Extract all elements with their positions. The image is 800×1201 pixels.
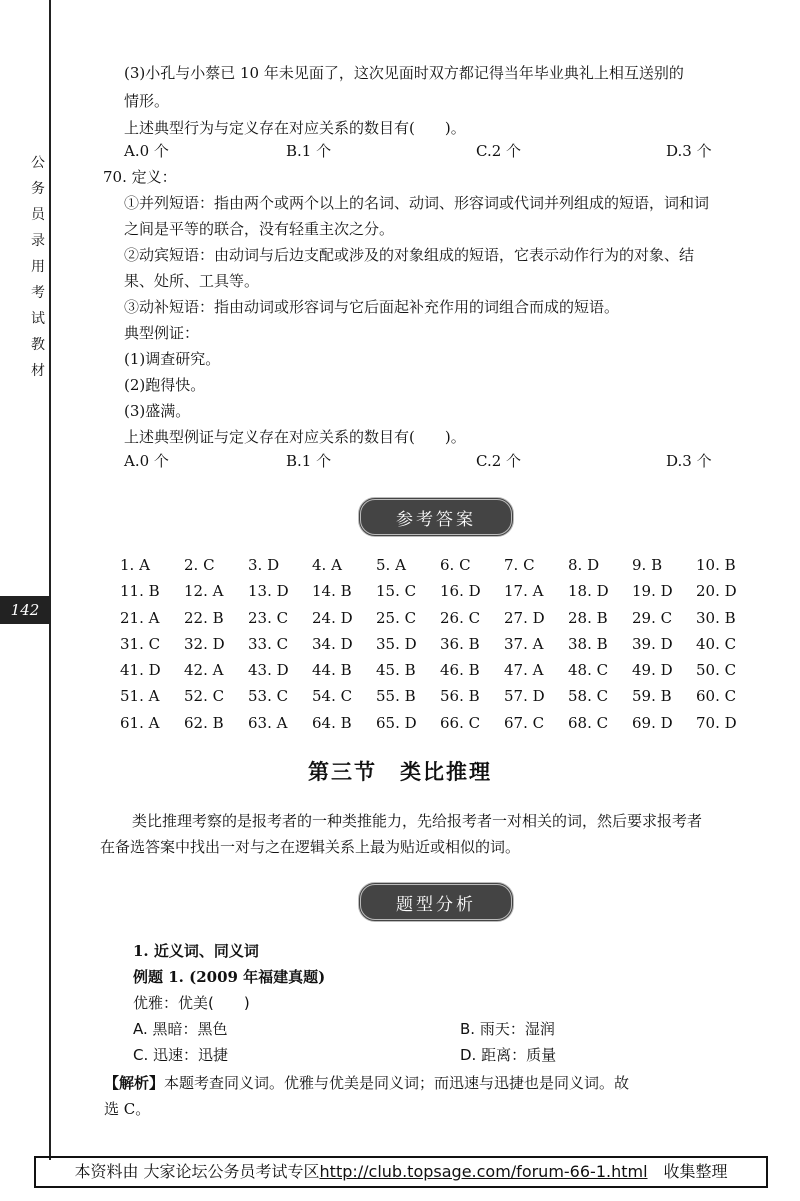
answer-item: 23. C bbox=[248, 608, 289, 627]
answer-item: 37. A bbox=[504, 634, 544, 653]
analysis-text: 本题考查同义词。优雅与优美是同义词；而迅速与迅捷也是同义词。故 bbox=[164, 1074, 630, 1092]
answer-item: 2. C bbox=[184, 556, 215, 574]
q69-option-c: C.2 个 bbox=[476, 142, 522, 160]
section-intro-line1: 类比推理考察的是报考者的一种类推能力，先给报考者一对相关的词，然后要求报考者 bbox=[132, 812, 703, 830]
q70-label: 70. 定义： bbox=[103, 168, 177, 186]
topic1-example-label: 例题 1. (2009 年福建真题) bbox=[133, 968, 326, 986]
answer-item: 55. B bbox=[376, 687, 416, 706]
answer-item: 14. B bbox=[312, 582, 352, 601]
answer-item: 22. B bbox=[184, 608, 224, 627]
answer-item: 45. B bbox=[376, 661, 416, 680]
answer-item: 48. C bbox=[568, 661, 609, 680]
answer-item: 64. B bbox=[312, 713, 352, 732]
q70-examples-label: 典型例证： bbox=[124, 324, 200, 342]
answer-grid bbox=[120, 552, 760, 736]
answer-item: 35. D bbox=[376, 634, 417, 653]
topic1-option-b: B. 雨天：湿润 bbox=[460, 1020, 555, 1038]
answer-item: 15. C bbox=[376, 582, 417, 601]
q69-option-a: A.0 个 bbox=[124, 142, 169, 160]
answer-item: 51. A bbox=[120, 687, 160, 706]
answer-item: 68. C bbox=[568, 713, 609, 732]
q70-def1-line2: 之间是平等的联合，没有轻重主次之分。 bbox=[124, 220, 395, 238]
answer-item: 39. D bbox=[632, 634, 673, 653]
answer-item: 4. A bbox=[312, 556, 342, 574]
q70-options bbox=[124, 450, 744, 472]
answer-item: 53. C bbox=[248, 687, 289, 706]
q70-example-3: (3)盛满。 bbox=[124, 402, 191, 420]
q69-question: 上述典型行为与定义存在对应关系的数目有( )。 bbox=[124, 119, 466, 137]
answer-item: 24. D bbox=[312, 608, 353, 627]
answer-item: 40. C bbox=[696, 634, 737, 653]
topic1-analysis-line2: 选 C。 bbox=[104, 1100, 151, 1118]
answer-item: 27. D bbox=[504, 608, 545, 627]
answer-item: 54. C bbox=[312, 687, 353, 706]
topic1-option-a: A. 黑暗：黑色 bbox=[133, 1020, 228, 1038]
answer-item: 61. A bbox=[120, 713, 160, 732]
topic1-heading: 1. 近义词、同义词 bbox=[133, 942, 259, 960]
answer-item: 17. A bbox=[504, 582, 544, 601]
topic1-stem: 优雅：优美( ) bbox=[133, 994, 250, 1012]
section-intro-line2: 在备选答案中找出一对与之在逻辑关系上最为贴近或相似的词。 bbox=[100, 838, 521, 856]
topic1-analysis-line1 bbox=[104, 1072, 629, 1093]
answer-item: 70. D bbox=[696, 713, 737, 732]
q70-option-a: A.0 个 bbox=[124, 452, 169, 470]
q69-option-b: B.1 个 bbox=[286, 142, 332, 160]
margin-rule bbox=[49, 0, 51, 1160]
q70-question: 上述典型例证与定义存在对应关系的数目有( )。 bbox=[124, 428, 466, 446]
answer-item: 31. C bbox=[120, 634, 161, 653]
answer-item: 50. C bbox=[696, 661, 737, 680]
answer-item: 32. D bbox=[184, 634, 225, 653]
section-title: 第三节 类比推理 bbox=[308, 759, 492, 784]
answer-item: 12. A bbox=[184, 582, 224, 601]
topic1-options-row1 bbox=[133, 1018, 753, 1040]
topic1-option-c: C. 迅速：迅捷 bbox=[133, 1046, 229, 1064]
answer-item: 44. B bbox=[312, 661, 352, 680]
answer-item: 52. C bbox=[184, 687, 225, 706]
book-title-vertical: 公务员录用考试教材 bbox=[31, 155, 45, 379]
footer-prefix: 本资料由 大家论坛公务员考试专区 bbox=[74, 1162, 320, 1181]
answer-item: 49. D bbox=[632, 661, 673, 680]
answer-item: 11. B bbox=[120, 582, 160, 601]
page-number: 142 bbox=[0, 596, 50, 624]
answer-item: 7. C bbox=[504, 556, 535, 574]
answer-item: 28. B bbox=[568, 608, 608, 627]
answer-item: 59. B bbox=[632, 687, 672, 706]
q70-option-d: D.3 个 bbox=[666, 452, 712, 470]
topic1-options-row2 bbox=[133, 1044, 753, 1066]
q70-option-b: B.1 个 bbox=[286, 452, 332, 470]
q70-def2-line2: 果、处所、工具等。 bbox=[124, 272, 260, 290]
answer-item: 62. B bbox=[184, 713, 224, 732]
q70-example-1: (1)调查研究。 bbox=[124, 350, 221, 368]
answer-item: 3. D bbox=[248, 556, 280, 574]
q69-item3-line2: 情形。 bbox=[124, 92, 170, 110]
answer-item: 36. B bbox=[440, 634, 480, 653]
answer-item: 60. C bbox=[696, 687, 737, 706]
answer-item: 34. D bbox=[312, 634, 353, 653]
answer-item: 6. C bbox=[440, 556, 471, 574]
q70-example-2: (2)跑得快。 bbox=[124, 376, 206, 394]
answer-item: 18. D bbox=[568, 582, 609, 601]
answer-item: 5. A bbox=[376, 556, 406, 574]
footer-suffix: 收集整理 bbox=[647, 1162, 728, 1181]
analysis-tag: 【解析】 bbox=[104, 1074, 165, 1092]
topic1-option-d: D. 距离：质量 bbox=[460, 1046, 557, 1064]
answer-item: 42. A bbox=[184, 661, 224, 680]
q70-option-c: C.2 个 bbox=[476, 452, 522, 470]
answer-item: 20. D bbox=[696, 582, 737, 601]
footer-banner bbox=[34, 1156, 768, 1188]
q69-item3-line1: (3)小孔与小蔡已 10 年未见面了，这次见面时双方都记得当年毕业典礼上相互送别的 bbox=[124, 64, 684, 82]
answer-item: 9. B bbox=[632, 556, 663, 574]
answer-item: 69. D bbox=[632, 713, 673, 732]
answer-item: 13. D bbox=[248, 582, 289, 601]
q69-option-d: D.3 个 bbox=[666, 142, 712, 160]
answer-item: 30. B bbox=[696, 608, 736, 627]
answer-key-banner: 参考答案 bbox=[358, 497, 514, 537]
answer-item: 56. B bbox=[440, 687, 480, 706]
answer-item: 19. D bbox=[632, 582, 673, 601]
answer-item: 33. C bbox=[248, 634, 289, 653]
answer-item: 65. D bbox=[376, 713, 417, 732]
answer-item: 57. D bbox=[504, 687, 545, 706]
answer-item: 67. C bbox=[504, 713, 545, 732]
answer-item: 58. C bbox=[568, 687, 609, 706]
footer-link[interactable]: http://club.topsage.com/forum-66-1.html bbox=[319, 1162, 648, 1181]
answer-item: 47. A bbox=[504, 661, 544, 680]
q69-options bbox=[124, 140, 744, 162]
answer-item: 66. C bbox=[440, 713, 481, 732]
q70-def1-line1: ①并列短语：指由两个或两个以上的名词、动词、形容词或代词并列组成的短语，词和词 bbox=[124, 194, 710, 212]
answer-item: 63. A bbox=[248, 713, 288, 732]
q70-def3: ③动补短语：指由动词或形容词与它后面起补充作用的词组合而成的短语。 bbox=[124, 298, 620, 316]
answer-item: 41. D bbox=[120, 661, 161, 680]
answer-item: 8. D bbox=[568, 556, 600, 574]
answer-item: 38. B bbox=[568, 634, 608, 653]
answer-item: 10. B bbox=[696, 556, 736, 574]
answer-item: 26. C bbox=[440, 608, 481, 627]
answer-item: 29. C bbox=[632, 608, 673, 627]
answer-item: 16. D bbox=[440, 582, 481, 601]
answer-item: 1. A bbox=[120, 556, 150, 574]
answer-item: 46. B bbox=[440, 661, 480, 680]
q70-def2-line1: ②动宾短语：由动词与后边支配或涉及的对象组成的短语，它表示动作行为的对象、结 bbox=[124, 246, 695, 264]
answer-item: 21. A bbox=[120, 608, 160, 627]
answer-item: 43. D bbox=[248, 661, 289, 680]
analysis-banner: 题型分析 bbox=[358, 882, 514, 922]
answer-item: 25. C bbox=[376, 608, 417, 627]
